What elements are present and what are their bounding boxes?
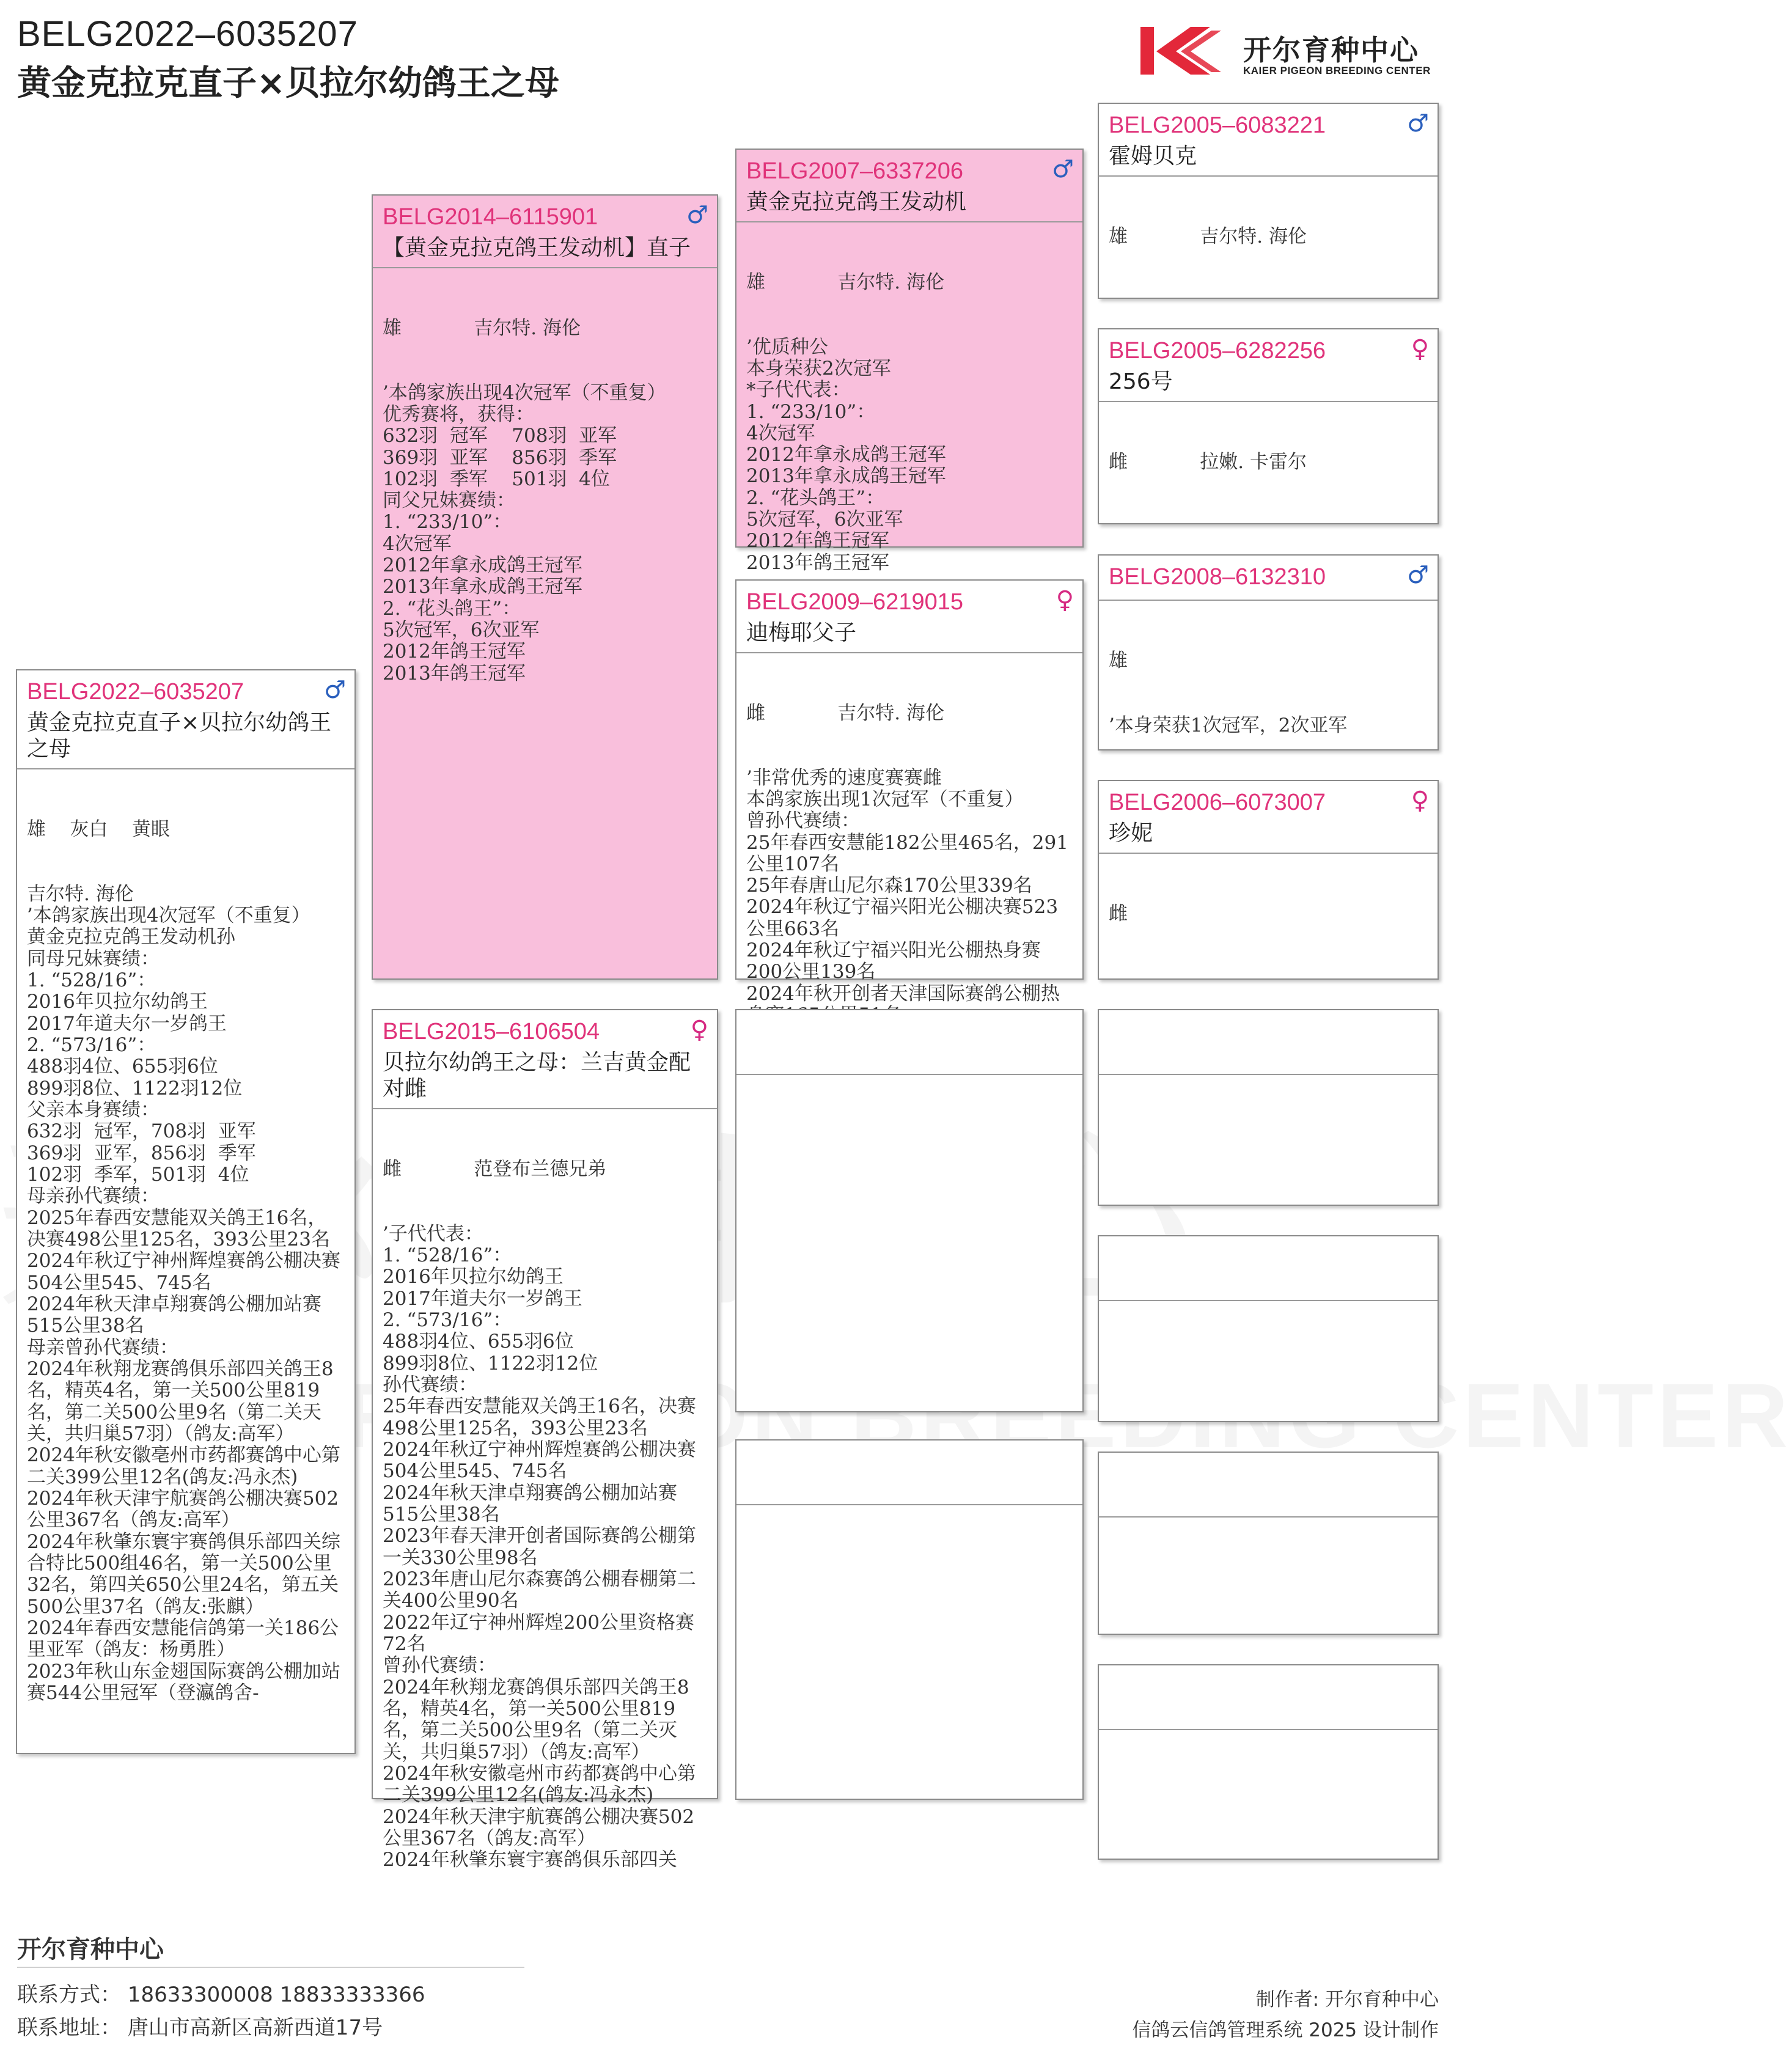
dsd-card-empty[interactable] [1098, 1235, 1439, 1422]
sire-sire-meta: 雄 吉尔特. 海伦 [746, 271, 944, 293]
ssd-card[interactable] [1098, 328, 1439, 524]
sss-card[interactable] [1098, 103, 1439, 299]
footer-address: 联系地址： 唐山市高新区高新西道17号 [17, 2016, 383, 2040]
sire-sire-card-header [736, 150, 1082, 222]
footer-company: 开尔育种中心 [17, 1936, 164, 1964]
footer-maker: 制作者: 开尔育种中心 [1255, 1989, 1439, 2011]
sss-meta: 雄 吉尔特. 海伦 [1109, 225, 1307, 248]
ssd-card-header [1099, 329, 1438, 402]
ssd-name: 256号 [1109, 369, 1173, 394]
female-icon: ♀ [1056, 586, 1074, 614]
ssd-ring-code: BELG2005–6282256 [1109, 338, 1326, 364]
sire-sire-name: 黄金克拉克鸽王发动机 [746, 189, 967, 215]
footer-system: 信鸽云信鸽管理系统 2025 设计制作 [1132, 2019, 1439, 2041]
kaier-logo-icon [1138, 23, 1224, 78]
female-icon: ♀ [1411, 335, 1429, 363]
kaier-logo [1138, 23, 1431, 84]
male-icon: ♂ [1407, 109, 1429, 138]
dam-meta: 雌 范登布兰德兄弟 [383, 1158, 607, 1180]
male-icon: ♂ [324, 676, 346, 704]
dss-card-empty[interactable] [1098, 1009, 1439, 1206]
ddd-card-header [1099, 1665, 1438, 1730]
dam-ring-code: BELG2015–6106504 [383, 1019, 600, 1044]
sdd-name: 珍妮 [1109, 820, 1153, 846]
sds-card-body [1099, 601, 1438, 786]
sire-sire-ring-code: BELG2007–6337206 [746, 158, 963, 184]
dam-sire-card-empty[interactable] [735, 1009, 1084, 1412]
subject-ring-code: BELG2022–6035207 [27, 679, 244, 705]
sds-notes: ’本身荣获1次冠军，2次亚军 [1109, 714, 1348, 736]
dds-card-header [1099, 1453, 1438, 1518]
dam-dam-card-header [736, 1441, 1082, 1505]
sire-dam-card[interactable] [735, 579, 1084, 1005]
male-icon: ♂ [686, 201, 708, 229]
sire-notes: ’本鸽家族出现4次冠军（不重复） 优秀赛将，获得： 632羽 冠军 708羽 亚军 369羽 亚军 856羽 季军 102羽 季军 501羽 4位 同父兄妹赛绩： 1. “233/10”： 4次冠军 2012年拿永成鸽王冠军 2013年拿永成鸽王冠军 2. “花头鸽王”： 5次冠军，6次亚军 2012年鸽王冠军 2013年鸽王冠军 [383, 381, 666, 684]
sdd-meta: 雌 [1109, 902, 1128, 925]
sire-dam-notes: ’非常优秀的速度赛赛雌 本鸽家族出现1次冠军（不重复） 曾孙代赛绩： 25年春西安慧能182公里465名，291公里107名 25年春唐山尼尔森170公里339名 2024年秋辽宁福兴阳光公棚决赛523公里663名 2024年秋辽宁福兴阳光公棚热身赛200公里139名 2024年秋开创者天津国际赛鸽公棚热 [746, 766, 1068, 1005]
sds-ring-code: BELG2008–6132310 [1109, 564, 1326, 590]
sire-dam-ring-code: BELG2009–6219015 [746, 589, 963, 615]
logo-name-cn: 开尔育种中心 [1243, 34, 1419, 67]
dam-name: 贝拉尔幼鸽王之母：兰吉黄金配对雌 [383, 1049, 691, 1101]
sds-card-header [1099, 556, 1438, 601]
sire-card-header [373, 196, 717, 268]
dam-card-body [373, 1109, 717, 1920]
sire-dam-name: 迪梅耶父子 [746, 620, 857, 645]
sire-dam-card-header [736, 581, 1082, 653]
sire-dam-meta: 雌 吉尔特. 海伦 [746, 702, 944, 724]
sdd-ring-code: BELG2006–6073007 [1109, 790, 1326, 815]
subject-notes: 吉尔特. 海伦 ’本鸽家族出现4次冠军（不重复） 黄金克拉克鸽王发动机孙 同母兄妹赛绩： 1. “528/16”： 2016年贝拉尔幼鸽王 2017年道夫尔一岁鸽王 2. “573/16”： 488羽4位、655羽6位 899羽8位、1122羽12位 父亲本身赛绩： 632羽 冠军，708羽 亚军 369羽 亚军，856羽 季军 102羽 季军，501羽 4位 母亲孙代赛绩： 2025年春西安慧能双关鸽王16名，决赛498公里125名，393公里23名 2024年秋辽宁神州辉煌赛鸽公棚决赛504公里545、745名 2024年秋天津卓翔赛鸽公棚加站赛515公里38名 母亲曾孙代赛绩： 2024年秋翔龙赛鸽俱乐部四关鸽王8名，精英4名，第一关500公里819名，第二关500公里9名（第二关天关，共归巢57羽）（鸽友:高军） 2024年秋安徽亳州市药都赛鸽中心第二关399公里12名(鸽友:冯永杰) 2024年秋天津宇航赛鸽公棚决赛502公里367名（鸽友:高军） 2024年秋肇东寰宇赛鸽俱乐部四关综合特比500组46名，第一关500公里32名，第四关650公里24名，第五关500公里37名（鸽友:张麒） 2024年春西安慧能信鸽第一关186公里亚军（鸽友：杨勇胜） 2023年秋山东金翅国际赛鸽公棚加站赛544公里冠军（登瀛鸽舍- [27, 883, 340, 1704]
sss-name: 霍姆贝克 [1109, 143, 1197, 169]
sss-card-body [1099, 177, 1438, 297]
sdd-card-header [1099, 781, 1438, 854]
dam-sire-card-header [736, 1010, 1082, 1075]
subject-meta: 雄 灰白 黄眼 [27, 818, 170, 840]
sss-ring-code: BELG2005–6083221 [1109, 112, 1326, 138]
pedigree-ring-number: BELG2022–6035207 [17, 14, 358, 54]
female-icon: ♀ [1411, 787, 1429, 815]
footer-divider [17, 1967, 524, 1968]
ddd-card-empty[interactable] [1098, 1664, 1439, 1860]
sds-card[interactable] [1098, 554, 1439, 751]
footer-contact: 联系方式： 18633300008 18833333366 [17, 1983, 425, 2007]
dam-card[interactable] [372, 1009, 718, 1871]
sire-card[interactable] [372, 194, 718, 980]
ssd-meta: 雌 拉嫩. 卡雷尔 [1109, 450, 1307, 473]
sire-sire-notes: ’优质种公 本身荣获2次冠军 *子代代表： 1. “233/10”： 4次冠军 2012年拿永成鸽王冠军 2013年拿永成鸽王冠军 2. “花头鸽王”： 5次冠军，6次亚军 2012年鸽王冠军 2013年鸽王冠军 [746, 336, 946, 574]
logo-name-en: KAIER PIGEON BREEDING CENTER [1243, 65, 1431, 76]
sds-meta: 雄 [1109, 649, 1128, 672]
subject-card-header [17, 670, 354, 769]
sss-card-header [1099, 104, 1438, 177]
dam-dam-card-empty[interactable] [735, 1439, 1084, 1800]
sire-card-body [373, 268, 717, 734]
subject-name: 黄金克拉克直子×贝拉尔幼鸽王之母 [27, 710, 332, 762]
female-icon: ♀ [690, 1016, 708, 1044]
dss-card-header [1099, 1010, 1438, 1075]
sire-ring-code: BELG2014–6115901 [383, 204, 598, 230]
sdd-card[interactable] [1098, 780, 1439, 980]
ssd-card-body [1099, 402, 1438, 523]
dam-notes: ’子代代表： 1. “528/16”： 2016年贝拉尔幼鸽王 2017年道夫尔一岁鸽王 2. “573/16”： 488羽4位、655羽6位 899羽8位、1122羽12位 孙代赛绩： 25年春西安慧能双关鸽王16名，决赛498公里125名，393公里23名 2024年秋辽宁神州辉煌赛鸽公棚决赛504公里545、745名 2024年秋天津卓翔赛鸽公棚加站赛515公里38名 2023年春天津开创者国际赛鸽公棚第一关330公里98名 2023年唐山尼尔森赛鸽公棚春棚第二关400公里90名 2022年辽宁神州辉煌200公里资格赛72名 曾孙代赛绩： 2024年秋翔龙赛鸽俱乐部四关鸽王8名，精英4名，第一关500公里819名，第二关500公里9名（第二关灭关，共归巢57羽）（鸽友:高军） 2024年秋安徽亳州市药都赛鸽中心第二关399公里12名(鸽友:冯永杰) 2024年秋天津宇航赛鸽公棚决赛502公里367名（鸽友:高军） 2024年秋肇东寰宇赛鸽俱乐部四关 [383, 1222, 696, 1871]
dds-card-empty[interactable] [1098, 1452, 1439, 1635]
pedigree-title: 黄金克拉克直子×贝拉尔幼鸽王之母 [17, 64, 559, 103]
sire-name: 【黄金克拉克鸽王发动机】直子 [383, 235, 691, 260]
sire-meta: 雄 吉尔特. 海伦 [383, 317, 581, 339]
sire-sire-card[interactable] [735, 149, 1084, 574]
sdd-card-body [1099, 854, 1438, 974]
subject-card[interactable] [16, 669, 356, 1754]
subject-card-body [17, 769, 354, 1753]
dam-card-header [373, 1010, 717, 1109]
sire-sire-card-body [736, 222, 1082, 623]
dsd-card-header [1099, 1236, 1438, 1301]
male-icon: ♂ [1052, 155, 1074, 183]
male-icon: ♂ [1407, 561, 1429, 589]
